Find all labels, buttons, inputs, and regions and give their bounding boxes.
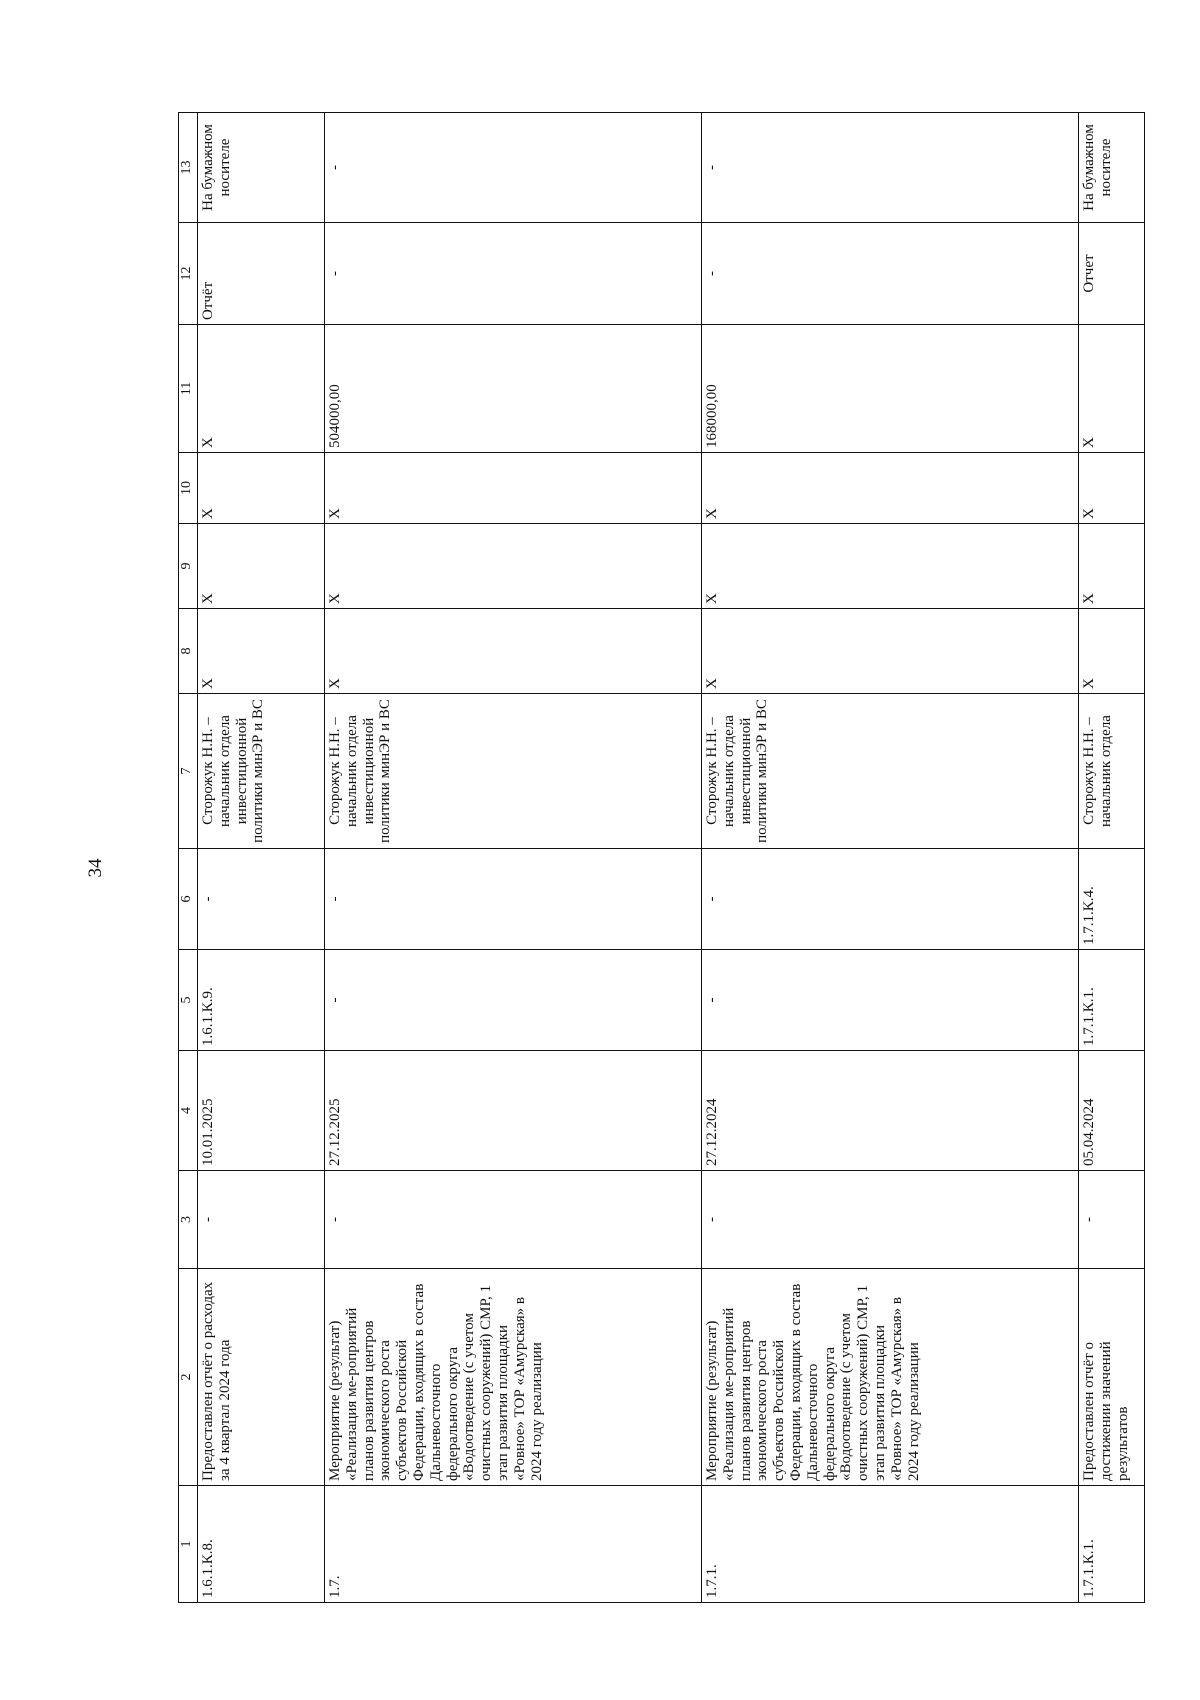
header-cell: 6 [179, 849, 198, 950]
cell-col6: - [198, 849, 325, 950]
cell-col11: 168000,00 [702, 325, 1079, 453]
cell-col10: Х [325, 453, 702, 524]
header-cell: 2 [179, 1269, 198, 1486]
responsible-cell: Сторожук Н.Н. – начальник отдела инвестиционной политики минЭР и ВС [325, 694, 702, 849]
cell-col6: - [702, 849, 1079, 950]
cell-col9: Х [1079, 524, 1145, 609]
header-cell: 3 [179, 1171, 198, 1269]
row-name-cell: Мероприятие (результат) «Реализация ме-роприятий планов развития центров экономического роста субъектов Российской Федерации, входящих в состав Дальневосточного федерального округа «Водоотведение (с учетом очистных сооружений) СМР, 1 этап развития площадки «Ровное» ТОР «Амурская» в 2024 году реализации [702, 1269, 1079, 1486]
responsible-cell: Сторожук Н.Н. – начальник отдела инвестиционной политики минЭР и ВС [702, 694, 1079, 849]
cell-col3: - [1079, 1171, 1145, 1269]
date-cell: 27.12.2025 [325, 1051, 702, 1171]
row-name-cell: Предоставлен отчёт о достижении значений результатов [1079, 1269, 1145, 1486]
header-cell: 8 [179, 609, 198, 694]
cell-col12: Отчет [1079, 223, 1145, 325]
page-number: 34 [85, 858, 106, 878]
cell-col3: - [325, 1171, 702, 1269]
header-cell: 5 [179, 950, 198, 1051]
responsible-cell: Сторожук Н.Н. – начальник отдела [1079, 694, 1145, 849]
cell-col10: Х [198, 453, 325, 524]
cell-col5: - [325, 950, 702, 1051]
cell-col9: Х [702, 524, 1079, 609]
cell-col3: - [702, 1171, 1079, 1269]
header-cell: 1 [179, 1486, 198, 1603]
header-cell: 9 [179, 524, 198, 609]
cell-col12: - [702, 223, 1079, 325]
date-cell: 10.01.2025 [198, 1051, 325, 1171]
cell-col11: Х [1079, 325, 1145, 453]
header-cell: 11 [179, 325, 198, 453]
header-cell: 7 [179, 694, 198, 849]
cell-col5: 1.6.1.К.9. [198, 950, 325, 1051]
cell-col11: Х [198, 325, 325, 453]
cell-col12: Отчёт [198, 223, 325, 325]
header-cell: 10 [179, 453, 198, 524]
cell-col6: 1.7.1.К.4. [1079, 849, 1145, 950]
table-row [1079, 113, 1145, 1603]
table-rotated-container [178, 124, 1131, 1603]
header-row [179, 113, 198, 1603]
cell-col10: Х [702, 453, 1079, 524]
header-cell: 13 [179, 113, 198, 223]
cell-col5: - [702, 950, 1079, 1051]
header-cell: 4 [179, 1051, 198, 1171]
cell-col13: - [702, 113, 1079, 223]
date-cell: 27.12.2024 [702, 1051, 1079, 1171]
cell-col3: - [198, 1171, 325, 1269]
cell-col8: Х [325, 609, 702, 694]
row-id-cell: 1.6.1.К.8. [198, 1486, 325, 1603]
row-id-cell: 1.7.1.К.1. [1079, 1486, 1145, 1603]
cell-col6: - [325, 849, 702, 950]
responsible-cell: Сторожук Н.Н. – начальник отдела инвестиционной политики минЭР и ВС [198, 694, 325, 849]
cell-col8: Х [1079, 609, 1145, 694]
cell-col11: 504000,00 [325, 325, 702, 453]
cell-col12: - [325, 223, 702, 325]
cell-col9: Х [325, 524, 702, 609]
cell-col5: 1.7.1.К.1. [1079, 950, 1145, 1051]
cell-col9: Х [198, 524, 325, 609]
row-name-cell: Предоставлен отчёт о расходах за 4 квартал 2024 года [198, 1269, 325, 1486]
table-row [198, 113, 325, 1603]
cell-col8: Х [198, 609, 325, 694]
schedule-table [178, 112, 1145, 1603]
date-cell: 05.04.2024 [1079, 1051, 1145, 1171]
cell-col13: - [325, 113, 702, 223]
table-row [702, 113, 1079, 1603]
cell-col8: Х [702, 609, 1079, 694]
row-id-cell: 1.7.1. [702, 1486, 1079, 1603]
table-row [325, 113, 702, 1603]
row-id-cell: 1.7. [325, 1486, 702, 1603]
cell-col10: Х [1079, 453, 1145, 524]
row-name-cell: Мероприятие (результат) «Реализация ме-роприятий планов развития центров экономического роста субъектов Российской Федерации, входящих в состав Дальневосточного федерального округа «Водоотведение (с учетом очистных сооружений) СМР, 1 этап развития площадки «Ровное» ТОР «Амурская» в 2024 году реализации [325, 1269, 702, 1486]
header-cell: 12 [179, 223, 198, 325]
cell-col13: На бумажном носителе [1079, 113, 1145, 223]
cell-col13: На бумажном носителе [198, 113, 325, 223]
